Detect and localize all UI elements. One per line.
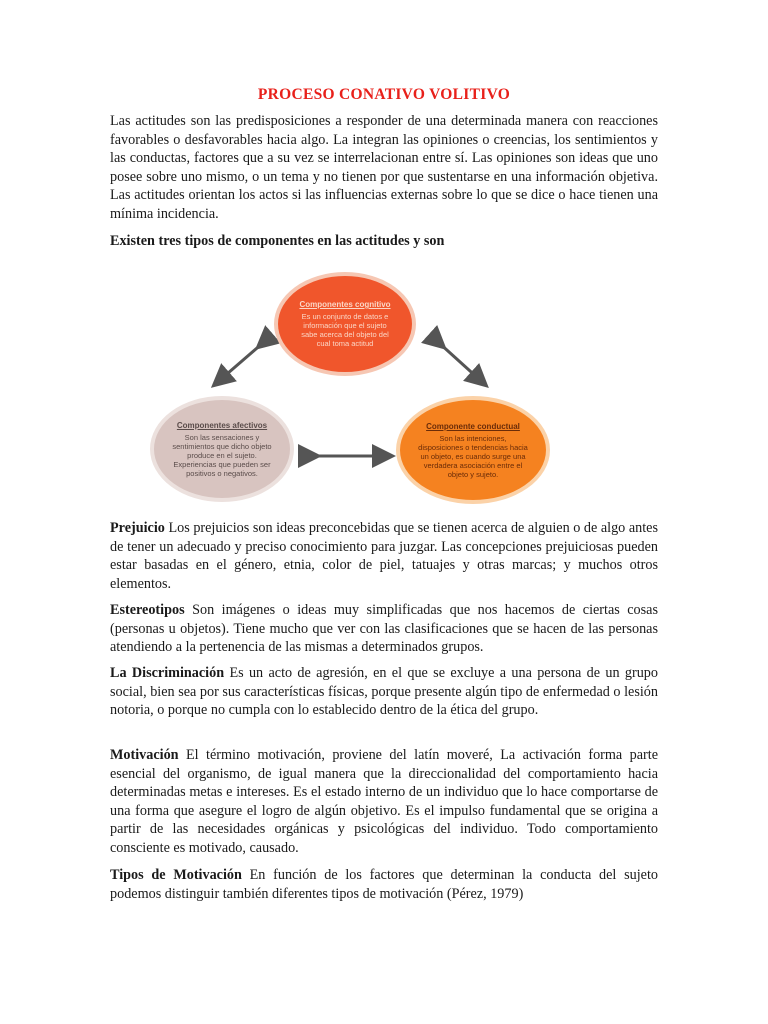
affective-heading: Componentes afectivos xyxy=(176,420,268,430)
section-text: Los prejuicios son ideas preconcebidas que se tienen acerca de alguien o de algo antes de tener un adecuado y preciso conocimiento para juzgar. Las concepciones prejuiciosas pueden estar basadas en el género, etnia, color de piel, tatuajes y otras marcas; y muchos otros elementos. xyxy=(110,520,658,592)
cognitive-heading: Componentes cognitivo xyxy=(299,300,391,309)
section-discriminacion xyxy=(110,664,658,720)
section-tipos-motivacion xyxy=(110,866,658,903)
arrow-cognitive-behavioral xyxy=(438,342,480,380)
components-subheading: Existen tres tipos de componentes en las actitudes y son xyxy=(110,233,445,249)
cognitive-body: Es un conjunto de datos e información que el sujeto sabe acerca del objeto del cual toma actitud xyxy=(301,312,389,348)
behavioral-body: Son las intenciones, disposiciones o tendencias hacia un objeto, es cuando surge una verdadera asociación entre el objeto y sujeto. xyxy=(418,433,528,479)
section-text: Son imágenes o ideas muy simplificadas que nos hacemos de ciertas cosas (personas u objetos). Tiene mucho que ver con las clasificaciones que se hacen de las personas atendiendo a la pertenencia de las mismas a determinados grupos. xyxy=(110,602,658,656)
section-estereotipos xyxy=(110,601,658,657)
section-motivacion xyxy=(110,746,658,858)
arrow-cognitive-affective xyxy=(220,342,264,380)
section-term: La Discriminación xyxy=(110,665,225,681)
attitude-components-diagram xyxy=(140,262,560,512)
section-term: Estereotipos xyxy=(110,602,185,618)
section-term: Tipos de Motivación xyxy=(110,867,242,883)
affective-component-circle xyxy=(150,396,294,502)
section-text: En función de los factores que determinan la conducta del sujeto podemos distinguir también diferentes tipos de motivación (Pérez, 1979) xyxy=(110,867,658,902)
cognitive-component-circle xyxy=(274,272,416,376)
behavioral-component-circle xyxy=(396,396,550,504)
section-prejuicio xyxy=(110,519,658,593)
behavioral-heading: Componente conductual xyxy=(426,421,520,431)
intro-paragraph: Las actitudes son las predisposiciones a responder de una determinada manera con reacciones favorables o desfavorables hacia algo. La integran las opiniones o creencias, los sentimientos y las conductas, factores que a su vez se interrelacionan entre sí. Las opiniones son ideas que uno posee sobre uno mismo, o un tema y no tienen por que sustentarse en una información objetiva. Las actitudes orientan los actos si las influencias externas sobre lo que se dice o hace tienen una mínima incidencia. xyxy=(110,113,658,222)
section-term: Motivación xyxy=(110,747,179,763)
section-term: Prejuicio xyxy=(110,520,165,536)
page-title: PROCESO CONATIVO VOLITIVO xyxy=(257,86,511,103)
section-text: Es un acto de agresión, en el que se excluye a una persona de un grupo social, bien sea por sus características físicas, porque presente algún tipo de enfermedad o lesión notoria, o porque no cumpla con lo establecido dentro de la ética del grupo. xyxy=(110,665,658,719)
affective-body: Son las sensaciones y sentimientos que dicho objeto produce en el sujeto. Experiencias que pueden ser positivos o negativos. xyxy=(172,432,272,478)
section-text: El término motivación, proviene del latín moveré, La activación forma parte esencial del organismo, de igual manera que la direccionalidad del comportamiento hacia determinadas metas e intereses. Es el estado interno de un individuo que lo hace comportarse de una forma que asegure el logro de algún objetivo. Es el impulso fundamental que se origina a partir de las necesidades orgánicas y psicológicas del individuo. Todo comportamiento consciente es motivado, causado. xyxy=(110,747,658,856)
